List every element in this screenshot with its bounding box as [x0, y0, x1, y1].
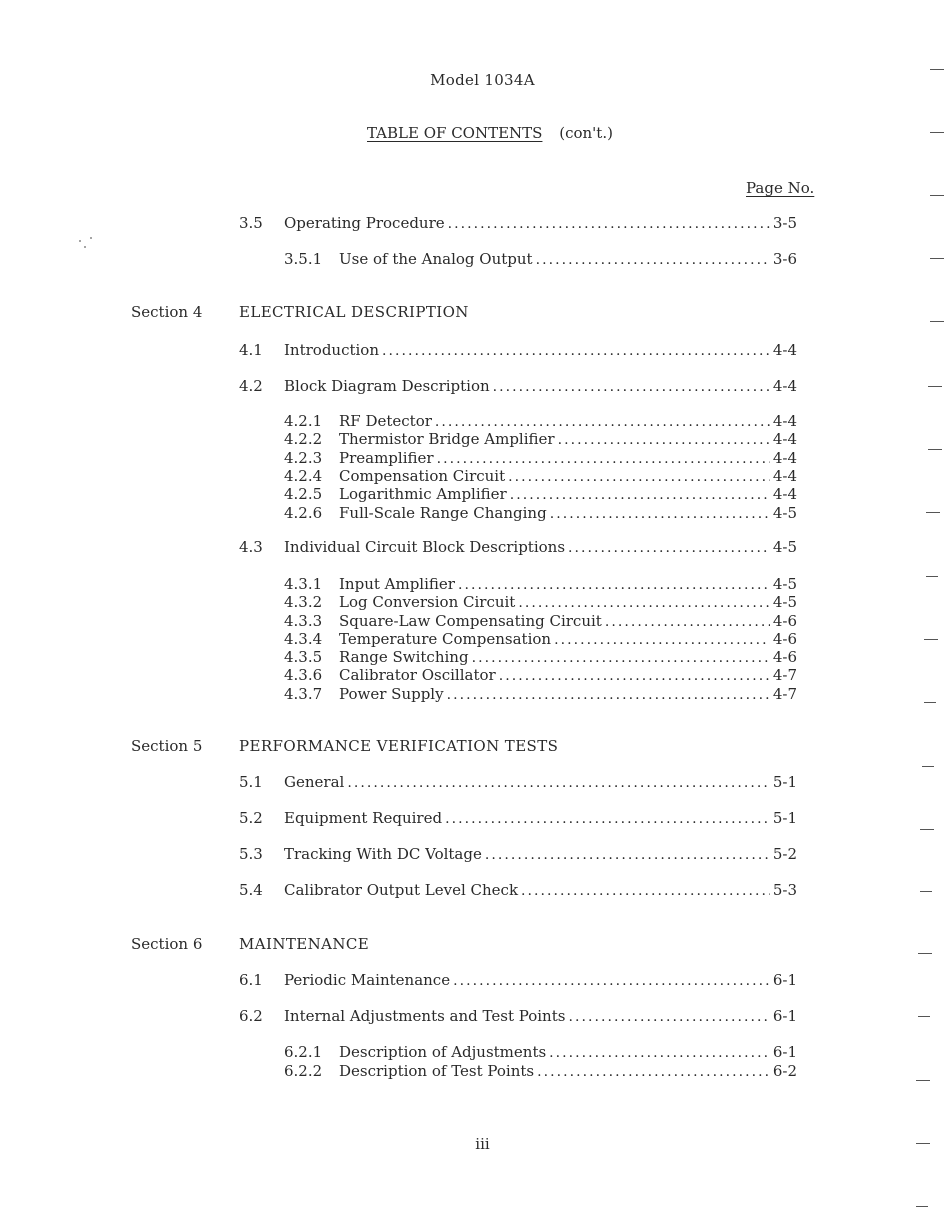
toc-entry-page: 4-6 [772, 648, 797, 666]
toc-entry [284, 845, 797, 863]
toc-entry-title: Preamplifier [339, 449, 434, 467]
section-title: ELECTRICAL DESCRIPTION [239, 303, 469, 321]
toc-entry-title: Power Supply [339, 685, 444, 703]
toc-entry [284, 881, 797, 899]
page-header-model: Model 1034A [430, 71, 535, 89]
toc-entry-title: Introduction [284, 341, 379, 359]
leader-dots [445, 811, 770, 827]
toc-entry-title: Description of Test Points [339, 1062, 535, 1080]
section-label: Section 6 [131, 935, 203, 953]
leader-dots [435, 414, 770, 430]
toc-number: 4.3.2 [284, 593, 323, 611]
toc-entry [284, 538, 797, 556]
toc-entry [339, 1043, 797, 1061]
leader-dots [499, 668, 770, 684]
toc-number: 3.5.1 [284, 250, 323, 268]
leader-dots [518, 595, 770, 611]
toc-number: 5.4 [239, 881, 263, 899]
toc-entry-page: 5-1 [772, 773, 797, 791]
toc-entry-title: Periodic Maintenance [284, 971, 451, 989]
toc-entry [339, 250, 797, 268]
toc-entry-page: 4-5 [772, 575, 797, 593]
toc-entry-page: 5-1 [772, 809, 797, 827]
leader-dots [554, 632, 770, 648]
toc-entry [339, 504, 797, 522]
toc-number: 4.3.4 [284, 630, 323, 648]
toc-entry-page: 4-4 [772, 412, 797, 430]
toc-title-suffix: (con't.) [559, 124, 613, 142]
toc-entry [339, 666, 797, 684]
page-number-footer: iii [475, 1135, 490, 1153]
section-label: Section 4 [131, 303, 203, 321]
section-label: Section 5 [131, 737, 203, 755]
toc-number: 4.2 [239, 377, 263, 395]
leader-dots [458, 577, 770, 593]
toc-entry-title: Equipment Required [284, 809, 443, 827]
toc-number: 4.2.4 [284, 467, 323, 485]
toc-entry-page: 6-1 [772, 971, 797, 989]
toc-entry [339, 612, 797, 630]
toc-entry [284, 971, 797, 989]
toc-entry [339, 430, 797, 448]
leader-dots [493, 379, 770, 395]
toc-number: 4.3.3 [284, 612, 323, 630]
leader-dots [537, 1064, 770, 1080]
toc-entry-title: Tracking With DC Voltage [284, 845, 482, 863]
leader-dots [453, 973, 770, 989]
toc-number: 5.3 [239, 845, 263, 863]
toc-entry-title: Calibrator Oscillator [339, 666, 496, 684]
toc-number: 4.3 [239, 538, 263, 556]
toc-entry-title: Calibrator Output Level Check [284, 881, 519, 899]
toc-entry-page: 6-2 [772, 1062, 797, 1080]
page-no-column-label: Page No. [746, 179, 815, 197]
toc-number: 6.2 [239, 1007, 263, 1025]
toc-title-main: TABLE OF CONTENTS [367, 124, 543, 142]
toc-entry-page: 4-5 [772, 538, 797, 556]
toc-entry-title: Block Diagram Description [284, 377, 490, 395]
toc-number: 4.1 [239, 341, 263, 359]
toc-entry-title: Compensation Circuit [339, 467, 506, 485]
toc-entry [339, 575, 797, 593]
toc-entry-title: Logarithmic Amplifier [339, 485, 507, 503]
toc-title [367, 124, 613, 142]
toc-number: 5.2 [239, 809, 263, 827]
toc-number: 3.5 [239, 214, 263, 232]
toc-entry [339, 630, 797, 648]
toc-entry-page: 4-5 [772, 593, 797, 611]
leader-dots [382, 343, 770, 359]
toc-number: 6.2.2 [284, 1062, 323, 1080]
toc-entry-title: Operating Procedure [284, 214, 445, 232]
toc-entry-title: Internal Adjustments and Test Points [284, 1007, 566, 1025]
toc-entry-page: 4-4 [772, 449, 797, 467]
toc-number: 4.3.7 [284, 685, 323, 703]
leader-dots [550, 506, 770, 522]
toc-entry-title: Temperature Compensation [339, 630, 552, 648]
toc-number: 4.2.5 [284, 485, 323, 503]
toc-entry [339, 467, 797, 485]
toc-entry [339, 648, 797, 666]
leader-dots [568, 1009, 769, 1025]
toc-entry-title: Individual Circuit Block Descriptions [284, 538, 566, 556]
toc-number: 4.2.1 [284, 412, 323, 430]
toc-entry-title: Input Amplifier [339, 575, 455, 593]
toc-entry-page: 4-4 [772, 377, 797, 395]
toc-entry-title: Square-Law Compensating Circuit [339, 612, 602, 630]
toc-entry [284, 214, 797, 232]
toc-entry [284, 809, 797, 827]
toc-number: 4.3.5 [284, 648, 323, 666]
toc-entry-title: RF Detector [339, 412, 432, 430]
toc-entry-page: 4-4 [772, 430, 797, 448]
leader-dots [558, 432, 770, 448]
toc-entry-title: Full-Scale Range Changing [339, 504, 547, 522]
toc-entry-page: 4-7 [772, 666, 797, 684]
toc-entry [284, 1007, 797, 1025]
toc-entry-title: Description of Adjustments [339, 1043, 547, 1061]
toc-entry-page: 4-5 [772, 504, 797, 522]
toc-entry [339, 485, 797, 503]
leader-dots [536, 252, 770, 268]
toc-entry-page: 4-4 [772, 485, 797, 503]
toc-number: 4.2.6 [284, 504, 323, 522]
toc-entry-page: 4-6 [772, 630, 797, 648]
toc-number: 4.3.1 [284, 575, 323, 593]
leader-dots [472, 650, 770, 666]
toc-number: 4.2.2 [284, 430, 323, 448]
leader-dots [549, 1045, 770, 1061]
toc-entry-page: 5-3 [772, 881, 797, 899]
toc-number: 6.2.1 [284, 1043, 323, 1061]
toc-number: 5.1 [239, 773, 263, 791]
toc-number: 4.2.3 [284, 449, 323, 467]
toc-entry-page: 3-6 [772, 250, 797, 268]
toc-entry [284, 773, 797, 791]
leader-dots [448, 216, 770, 232]
leader-dots [447, 687, 770, 703]
section-title: MAINTENANCE [239, 935, 370, 953]
leader-dots [510, 487, 770, 503]
toc-entry-page: 4-4 [772, 341, 797, 359]
toc-entry-title: Range Switching [339, 648, 469, 666]
toc-entry-title: Log Conversion Circuit [339, 593, 516, 611]
leader-dots [347, 775, 770, 791]
toc-entry [339, 1062, 797, 1080]
section-title: PERFORMANCE VERIFICATION TESTS [239, 737, 559, 755]
toc-entry-page: 6-1 [772, 1007, 797, 1025]
leader-dots [568, 540, 770, 556]
toc-entry-page: 3-5 [772, 214, 797, 232]
leader-dots [485, 847, 770, 863]
toc-number: 6.1 [239, 971, 263, 989]
toc-entry [339, 412, 797, 430]
leader-dots [437, 451, 770, 467]
toc-number: 4.3.6 [284, 666, 323, 684]
toc-entry [339, 593, 797, 611]
toc-entry-page: 4-4 [772, 467, 797, 485]
toc-entry [284, 377, 797, 395]
toc-entry-title: General [284, 773, 345, 791]
leader-dots [605, 614, 770, 630]
leader-dots [508, 469, 770, 485]
toc-entry-page: 6-1 [772, 1043, 797, 1061]
toc-entry [339, 449, 797, 467]
toc-entry-title: Thermistor Bridge Amplifier [339, 430, 555, 448]
toc-entry [284, 341, 797, 359]
toc-entry-page: 4-6 [772, 612, 797, 630]
toc-entry-title: Use of the Analog Output [339, 250, 533, 268]
toc-entry-page: 4-7 [772, 685, 797, 703]
toc-entry-page: 5-2 [772, 845, 797, 863]
toc-entry [339, 685, 797, 703]
leader-dots [521, 883, 770, 899]
